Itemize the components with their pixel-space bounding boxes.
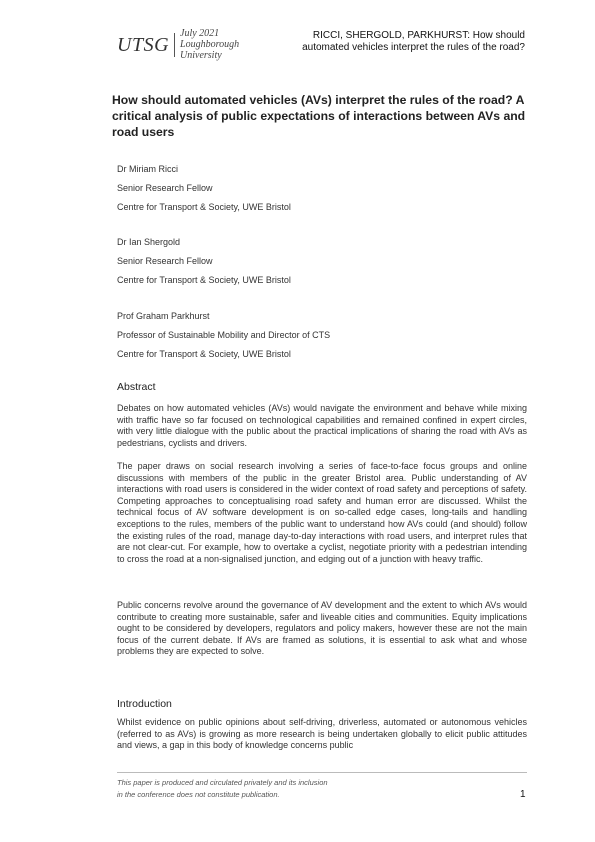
logo-date: July 2021	[180, 28, 220, 39]
author-block-3	[117, 307, 330, 364]
logo-subtext	[175, 28, 239, 61]
author-affiliation: Centre for Transport & Society, UWE Bristol	[117, 275, 291, 285]
page-number: 1	[520, 789, 526, 800]
author-affiliation: Centre for Transport & Society, UWE Bristol	[117, 202, 291, 212]
logo-venue: Loughborough	[180, 39, 240, 50]
author-name: Prof Graham Parkhurst	[117, 311, 210, 321]
footer-disclaimer-line-1: This paper is produced and circulated privately and its inclusion	[117, 778, 328, 787]
introduction-heading: Introduction	[117, 698, 172, 710]
author-role: Senior Research Fellow	[117, 256, 213, 266]
footer-disclaimer-line-2: in the conference does not constitute publication.	[117, 789, 280, 799]
author-name: Dr Ian Shergold	[117, 237, 181, 247]
author-block-2	[117, 233, 291, 290]
author-role: Professor of Sustainable Mobility and Director of CTS	[117, 330, 331, 340]
abstract-paragraph-1: Debates on how automated vehicles (AVs) would navigate the environment and behave while mixing with traffic have so far focused on technological capabilities and remained confined in expert circles, with very little dialogue with the public about the practical implications of sharing the road with AVs as pedestrians, cyclists and drivers.	[117, 403, 527, 448]
footer-disclaimer	[117, 777, 417, 800]
author-name: Dr Miriam Ricci	[117, 164, 178, 174]
author-role: Senior Research Fellow	[117, 183, 213, 193]
footer-divider	[117, 772, 527, 773]
introduction-paragraph-1: Whilst evidence on public opinions about self-driving, driverless, automated or autonomous vehicles (referred to as AVs) is growing as more research is being undertaken globally to elicit public attitudes and views, a gap in this body of knowledge concerns public	[117, 717, 527, 751]
author-affiliation: Centre for Transport & Society, UWE Bristol	[117, 349, 291, 359]
abstract-paragraph-2: The paper draws on social research involving a series of face-to-face focus groups and online discussions with members of the public in the greater Bristol area. Public understanding of AV interactions with road users is considered in the wider context of road safety and perceptions of safety. Competing approaches to conceptualising road safety and human error are discussed. Whilst the technical focus of AV software development is on so-called edge cases, long-tails and handling exceptions to the rules, members of the public want to understand how AVs could (and should) follow the existing rules of the road, manage day-to-day interactions with road users, and interpret rules that are not clear-cut. For example, how to overtake a cyclist, negotiate priority with a pedestrian intending to cross the road at a non-signalised junction, and edging out of a junction with heavy traffic.	[117, 461, 527, 564]
abstract-paragraph-3: Public concerns revolve around the governance of AV development and the extent to which AVs would contribute to creating more sustainable, safer and liveable cities and communities. Equity implications ought to be considered by developers, regulators and policy makers, however these are not the main focus of the current debate. If AVs are framed as solutions, it is essential to ask what and whose problems they are expected to solve.	[117, 600, 527, 657]
abstract-heading: Abstract	[117, 381, 156, 393]
running-head: RICCI, SHERGOLD, PARKHURST: How should automated vehicles interpret the rules of the road?	[302, 30, 525, 53]
author-block-1	[117, 160, 291, 217]
logo-wordmark: UTSG	[117, 33, 175, 57]
utsg-logo	[117, 28, 239, 61]
paper-title: How should automated vehicles (AVs) interpret the rules of the road? A critical analysis of public expectations of interactions between AVs and road users	[112, 93, 526, 139]
logo-institution: University	[180, 50, 222, 61]
